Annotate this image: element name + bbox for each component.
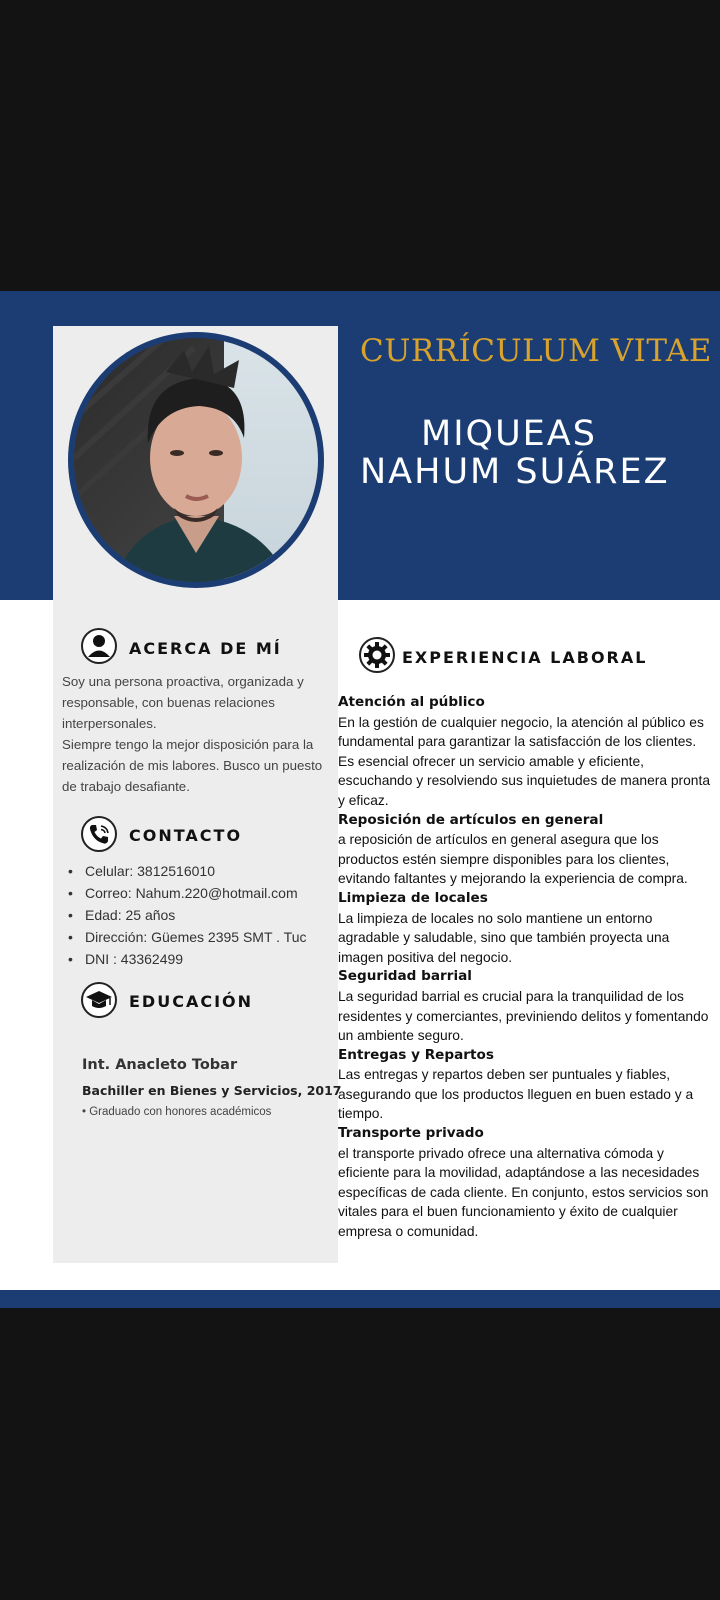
graduation-cap-icon — [81, 982, 117, 1018]
job-description: a reposición de artículos en general asegura que los productos estén siempre disponibles para los clientes, evitando faltantes y mejorando la experiencia de compra. — [338, 832, 688, 887]
job-title: Seguridad barrial — [338, 968, 472, 985]
job-description: En la gestión de cualquier negocio, la atención al público es fundamental para garantizar la satisfacción de los clientes. Es esencial ofrecer un servicio amable y eficiente, escuchando y resolviendo sus inquietudes de manera pronta y eficaz. — [338, 714, 710, 808]
job-title: Limpieza de locales — [338, 889, 488, 906]
about-paragraph-1: Soy una persona proactiva, organizada y responsable, con buenas relaciones interpersonales. — [62, 674, 304, 731]
education-honors: • Graduado con honores académicos — [82, 1106, 272, 1118]
job-title: Reposición de artículos en general — [338, 811, 604, 828]
profile-photo — [74, 338, 318, 582]
profile-photo-frame — [68, 332, 324, 588]
education-degree: Bachiller en Bienes y Servicios, 2017 — [82, 1083, 342, 1098]
education-section-title: EDUCACIÓN — [129, 992, 254, 1011]
footer-band — [0, 1290, 720, 1308]
contact-phone: • Celular: 3812516010 — [85, 860, 307, 882]
sidebar — [53, 326, 342, 1263]
job-description: Las entregas y repartos deben ser puntuales y fiables, asegurando que los productos lleguen en buen estado y a tiempo. — [338, 1067, 694, 1122]
person-icon — [81, 628, 117, 664]
experience-section-title: EXPERIENCIA LABORAL — [402, 648, 648, 667]
cv-document — [0, 291, 720, 1308]
job-title: Transporte privado — [338, 1125, 484, 1142]
name-line-1: MIQUEAS — [421, 414, 597, 454]
about-paragraph-2: Siempre tengo la mejor disposición para la realización de mis labores. Busco un puesto de trabajo desafiante. — [62, 737, 323, 794]
gear-icon — [359, 637, 395, 673]
contact-list — [85, 860, 307, 970]
about-section-title: ACERCA DE MÍ — [129, 639, 282, 658]
education-school: Int. Anacleto Tobar — [82, 1057, 238, 1073]
contact-address: • Dirección: Güemes 2395 SMT . Tuc — [85, 926, 307, 948]
contact-age: • Edad: 25 años — [85, 904, 307, 926]
job-title: Entregas y Repartos — [338, 1046, 494, 1063]
contact-section-title: CONTACTO — [129, 826, 243, 845]
about-text — [62, 671, 334, 797]
name-line-2: NAHUM SUÁREZ — [360, 452, 670, 492]
contact-email: • Correo: Nahum.220@hotmail.com — [85, 882, 307, 904]
job-title: Atención al público — [338, 694, 485, 710]
job-description: La seguridad barrial es crucial para la tranquilidad de los residentes y comerciantes, previniendo delitos y fomentando un ambiente seguro. — [338, 988, 709, 1044]
contact-dni: • DNI : 43362499 — [85, 948, 307, 970]
job-description: el transporte privado ofrece una alternativa cómoda y eficiente para la movilidad, adaptándose a las necesidades específicas de cada cliente. En conjunto, estos servicios son vitales para el buen funcionamiento y éxito de cualquier empresa o comunidad. — [338, 1145, 709, 1240]
phone-icon — [81, 816, 117, 852]
experience-list — [338, 693, 712, 1242]
cv-title: CURRÍCULUM VITAE — [360, 333, 712, 369]
job-description: La limpieza de locales no solo mantiene un entorno agradable y saludable, sino que también proyecta una imagen positiva del negocio. — [338, 910, 670, 965]
